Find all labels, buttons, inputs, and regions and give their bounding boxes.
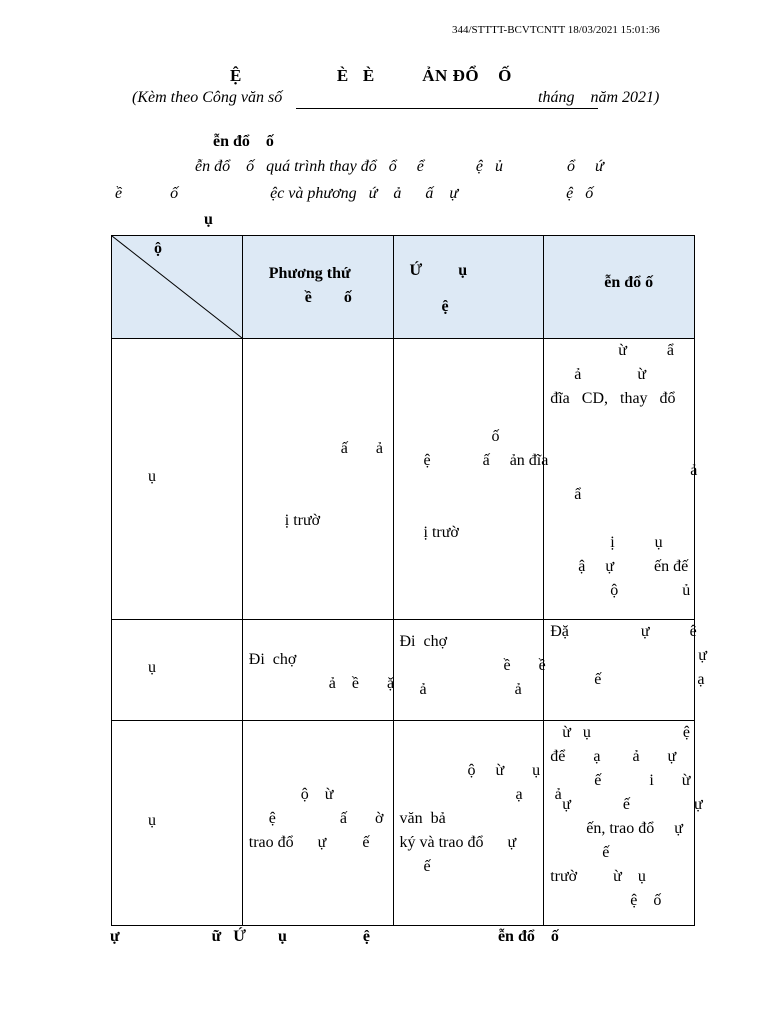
header-col-application [393,236,544,339]
row-1-transformation: ừ ẩ ả ừ đĩa CD, thay đổ ả ẩ ị ụ ậ ự ến đế ộ ủ [550,342,698,599]
row-2-method: Đi chợ ả ề ặ [248,651,395,692]
document-subtitle-date: tháng năm 2021) [530,89,660,106]
row-3-label-cell [112,721,243,926]
row-3-application-cell [393,721,562,926]
row-3-method: ộ ừ ệ ấ ờ trao đổ ự ế [248,786,384,851]
row-1-label: ụ [148,468,156,485]
header-col-method [242,236,393,339]
row-3-application: ộ ừ ụ ạ ả văn bả ký và trao đổ ự ế [399,762,562,875]
subtitle-underline [296,108,598,109]
row-2-application: Đi chợ ề ề ả ả [399,633,546,698]
header-diagonal-cell [112,236,243,339]
row-3-transformation-cell [544,721,703,926]
row-1-application: ố ệ ấ ản đĩa ị trườ [423,428,549,541]
row-1-application-cell [393,339,549,620]
row-2-transformation-cell [544,620,707,721]
section-1-line-1: ễn đổ ố quá trình thay đổ ổ ể ệ ủ ổ ứ [195,158,604,175]
diagonal-line [112,236,242,338]
comparison-table [111,235,707,926]
row-2-label: ụ [148,659,156,676]
table-header-row [112,236,695,339]
row-1-label-cell [112,339,243,620]
row-2-method-cell [242,620,393,721]
section-1-line-2: ề ố ệc và phương ứ ả ấ ự ệ ố [115,185,594,202]
row-1-transformation-cell [544,339,698,620]
header-col-transformation-label: ễn đổ ố [604,274,654,291]
table-row [112,620,695,721]
table-row [112,721,695,926]
header-col-transformation [544,236,695,339]
row-1-method-cell [242,339,393,620]
section-2-heading: ụ [204,211,213,228]
document-subtitle: (Kèm theo Công văn số [132,89,283,106]
document-title: Ệ È È ẢN ĐỔ Ố [230,66,512,85]
row-3-label: ụ [148,812,156,829]
header-col-method-label: Phương thứ ề ố [268,265,352,306]
row-2-application-cell [393,620,544,721]
header-col-application-label: Ứ ụ ệ [409,262,468,315]
row-2-label-cell [112,620,243,721]
row-3-transformation: ừ ụ ệ để ạ ả ự ế i ừ ự ế ự ến, trao đổ ự ế trườ ừ ụ ệ ố [550,724,703,909]
section-1-heading: ễn đổ ố [213,133,274,150]
footer-caption: ự ữ Ứ ụ ệ ễn đổ ố [110,928,559,945]
row-3-method-cell [242,721,393,926]
table-row [112,339,695,620]
row-2-transformation: Đặ ự ê ự ế ạ [550,623,707,688]
document-reference: 344/STTTT-BCVTCNTT 18/03/2021 15:01:36 [452,24,660,36]
row-1-method: ấ ả ị trườ [284,440,383,529]
header-diagonal-label: ộ [154,240,162,257]
